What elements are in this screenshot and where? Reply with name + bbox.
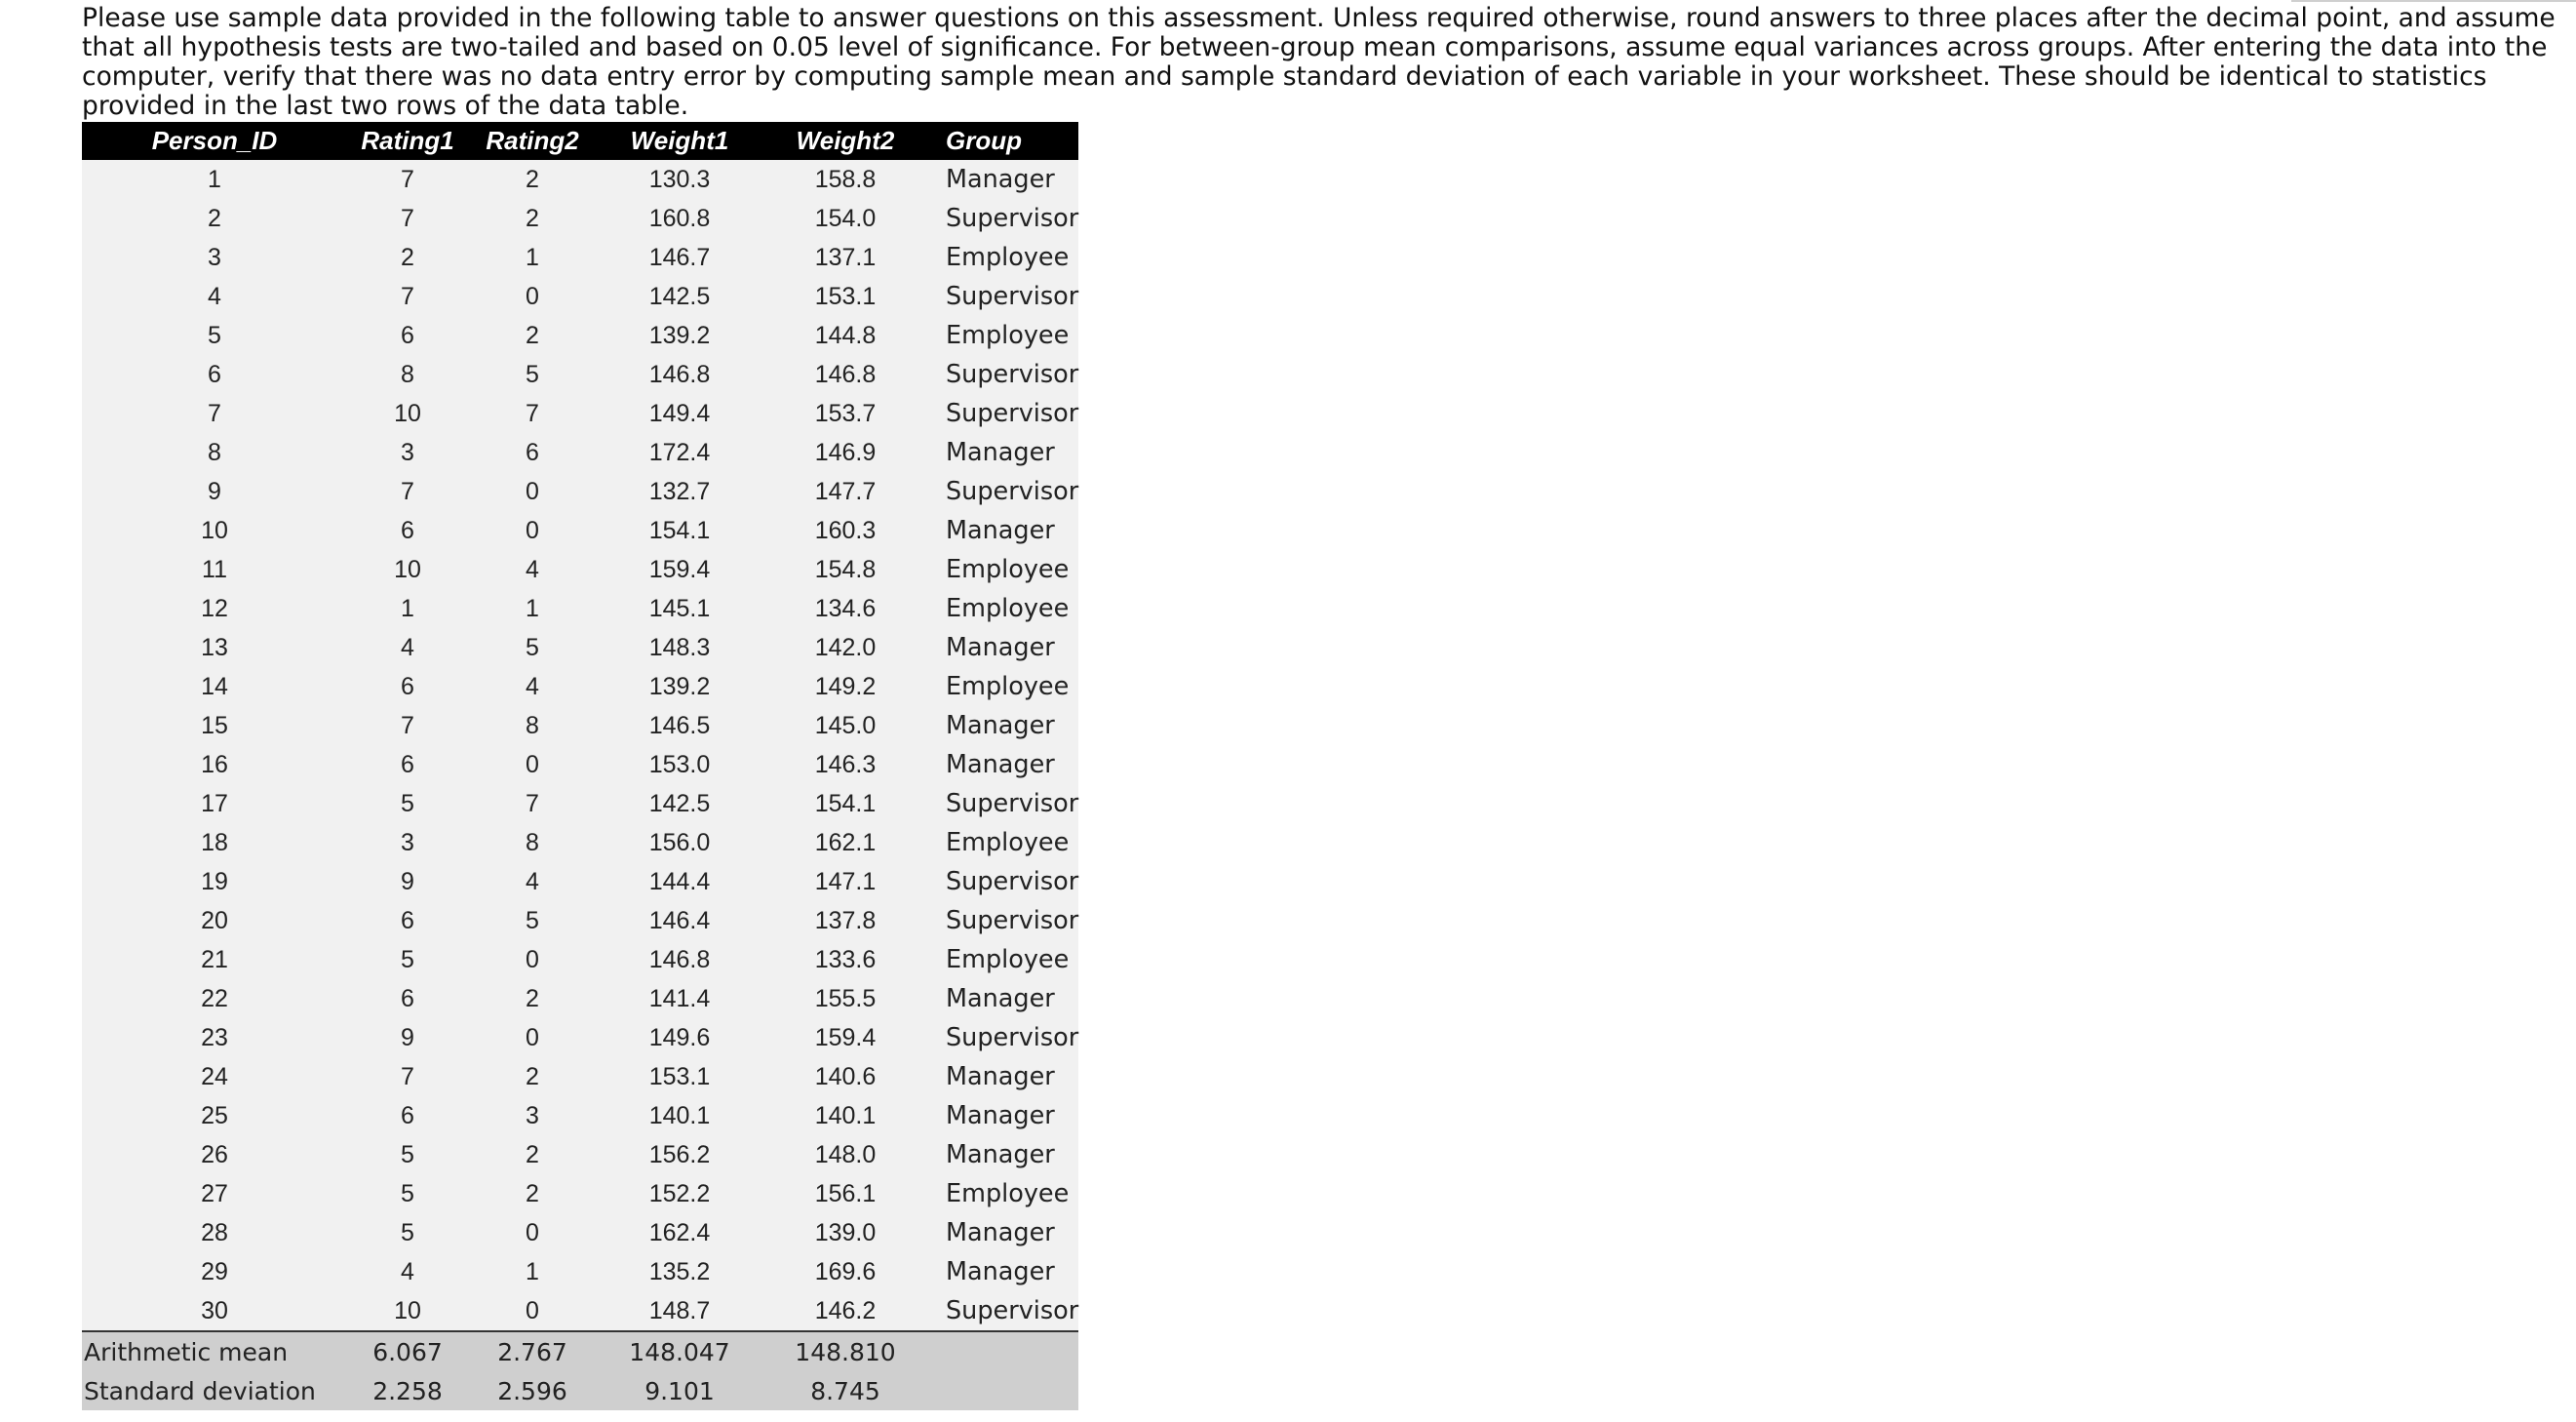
cell-person-id: 7: [82, 394, 347, 433]
cell-weight2: 133.6: [762, 940, 928, 979]
sample-data-table: [82, 122, 1078, 1410]
cell-group: Manager: [928, 979, 1078, 1018]
cell-person-id: 5: [82, 316, 347, 355]
cell-rating1: 7: [347, 472, 468, 511]
cell-rating1: 2: [347, 238, 468, 277]
cell-weight2: 146.8: [762, 355, 928, 394]
cell-group: Employee: [928, 316, 1078, 355]
cell-rating2: 2: [468, 1174, 597, 1213]
cell-rating2: 0: [468, 277, 597, 316]
cell-person-id: 28: [82, 1213, 347, 1252]
table-row: [82, 277, 1078, 316]
cell-weight1: 142.5: [597, 784, 762, 823]
table-row: [82, 238, 1078, 277]
cell-weight2: 160.3: [762, 511, 928, 550]
summary-row: [82, 1371, 1078, 1410]
table-header-row: [82, 122, 1078, 160]
cell-person-id: 26: [82, 1135, 347, 1174]
cell-person-id: 11: [82, 550, 347, 589]
cell-weight2: 134.6: [762, 589, 928, 628]
cell-rating2: 5: [468, 901, 597, 940]
cell-weight2: 153.7: [762, 394, 928, 433]
summary-label: Arithmetic mean: [82, 1331, 347, 1371]
cell-rating1: 6: [347, 667, 468, 706]
cell-rating2: 2: [468, 979, 597, 1018]
cell-weight2: 144.8: [762, 316, 928, 355]
cell-group: Supervisor: [928, 862, 1078, 901]
cell-rating1: 7: [347, 1057, 468, 1096]
cell-person-id: 13: [82, 628, 347, 667]
table-row: [82, 979, 1078, 1018]
summary-value-rating2: 2.596: [468, 1371, 597, 1410]
cell-weight2: 137.1: [762, 238, 928, 277]
cell-person-id: 15: [82, 706, 347, 745]
summary-value-rating1: 2.258: [347, 1371, 468, 1410]
cell-weight2: 154.8: [762, 550, 928, 589]
cell-rating1: 6: [347, 511, 468, 550]
cell-weight2: 158.8: [762, 160, 928, 199]
cell-group: Manager: [928, 160, 1078, 199]
cell-weight1: 144.4: [597, 862, 762, 901]
cell-weight2: 146.3: [762, 745, 928, 784]
table-row: [82, 1174, 1078, 1213]
cell-rating1: 5: [347, 784, 468, 823]
table-row: [82, 160, 1078, 199]
cell-rating1: 7: [347, 199, 468, 238]
cell-group: Supervisor: [928, 277, 1078, 316]
cell-group: Manager: [928, 511, 1078, 550]
table-row: [82, 511, 1078, 550]
cell-rating1: 5: [347, 1174, 468, 1213]
cell-weight1: 141.4: [597, 979, 762, 1018]
summary-label: Standard deviation: [82, 1371, 347, 1410]
cell-rating1: 10: [347, 550, 468, 589]
table-row: [82, 745, 1078, 784]
cell-rating2: 1: [468, 589, 597, 628]
cell-rating1: 9: [347, 862, 468, 901]
cell-weight1: 148.3: [597, 628, 762, 667]
cell-weight1: 148.7: [597, 1291, 762, 1331]
cell-rating1: 3: [347, 433, 468, 472]
table-row: [82, 1057, 1078, 1096]
table-row: [82, 1291, 1078, 1331]
cell-rating1: 5: [347, 940, 468, 979]
cell-weight2: 147.7: [762, 472, 928, 511]
cell-weight2: 159.4: [762, 1018, 928, 1057]
cell-person-id: 10: [82, 511, 347, 550]
cell-group: Manager: [928, 628, 1078, 667]
cell-person-id: 23: [82, 1018, 347, 1057]
summary-value-group: [928, 1331, 1078, 1371]
summary-value-group: [928, 1371, 1078, 1410]
cell-weight2: 139.0: [762, 1213, 928, 1252]
cell-group: Manager: [928, 1252, 1078, 1291]
cell-person-id: 30: [82, 1291, 347, 1331]
column-header-person-id: Person_ID: [82, 122, 347, 160]
table-row: [82, 199, 1078, 238]
table-body: [82, 160, 1078, 1331]
cell-weight1: 132.7: [597, 472, 762, 511]
column-header-group: Group: [928, 122, 1078, 160]
cell-weight2: 146.9: [762, 433, 928, 472]
cell-group: Supervisor: [928, 901, 1078, 940]
cell-person-id: 20: [82, 901, 347, 940]
cell-group: Supervisor: [928, 394, 1078, 433]
cell-rating1: 10: [347, 1291, 468, 1331]
cell-person-id: 8: [82, 433, 347, 472]
cell-weight1: 145.1: [597, 589, 762, 628]
cell-rating2: 2: [468, 1057, 597, 1096]
cell-person-id: 17: [82, 784, 347, 823]
cell-person-id: 24: [82, 1057, 347, 1096]
cell-person-id: 25: [82, 1096, 347, 1135]
cell-group: Manager: [928, 1135, 1078, 1174]
cell-weight1: 146.8: [597, 355, 762, 394]
cell-weight1: 146.5: [597, 706, 762, 745]
cell-rating2: 3: [468, 1096, 597, 1135]
cell-rating2: 5: [468, 628, 597, 667]
cell-rating1: 7: [347, 160, 468, 199]
cell-rating1: 6: [347, 1096, 468, 1135]
cell-person-id: 14: [82, 667, 347, 706]
table-row: [82, 667, 1078, 706]
cell-weight2: 145.0: [762, 706, 928, 745]
instructions-paragraph: Please use sample data provided in the following table to answer questions on this assessment. Unless required otherwise, round answers to three places after the decimal point, and assume that all hypothesis tests are two-tailed and based on 0.05 level of significance. For between-group mean comparisons, assume equal variances across groups. After entering the data into the computer, verify that there was no data entry error by computing sample mean and sample standard deviation of each variable in your worksheet. These should be identical to statistics provided in the last two rows of the data table.: [82, 3, 2556, 121]
cell-person-id: 22: [82, 979, 347, 1018]
column-header-rating2: Rating2: [468, 122, 597, 160]
cell-rating2: 0: [468, 1291, 597, 1331]
table-row: [82, 628, 1078, 667]
cell-group: Manager: [928, 745, 1078, 784]
cell-weight2: 153.1: [762, 277, 928, 316]
top-edge-divider: [2291, 0, 2576, 2]
cell-weight2: 154.1: [762, 784, 928, 823]
table-row: [82, 901, 1078, 940]
cell-weight1: 153.1: [597, 1057, 762, 1096]
cell-person-id: 6: [82, 355, 347, 394]
cell-weight1: 142.5: [597, 277, 762, 316]
cell-rating2: 7: [468, 394, 597, 433]
cell-weight2: 149.2: [762, 667, 928, 706]
summary-value-rating2: 2.767: [468, 1331, 597, 1371]
table-row: [82, 823, 1078, 862]
cell-rating1: 7: [347, 277, 468, 316]
summary-value-weight1: 148.047: [597, 1331, 762, 1371]
table-row: [82, 1213, 1078, 1252]
cell-rating2: 7: [468, 784, 597, 823]
cell-person-id: 27: [82, 1174, 347, 1213]
cell-rating2: 1: [468, 1252, 597, 1291]
cell-group: Manager: [928, 1213, 1078, 1252]
cell-weight2: 137.8: [762, 901, 928, 940]
cell-person-id: 3: [82, 238, 347, 277]
cell-weight1: 152.2: [597, 1174, 762, 1213]
cell-weight2: 162.1: [762, 823, 928, 862]
cell-weight1: 140.1: [597, 1096, 762, 1135]
cell-group: Supervisor: [928, 1018, 1078, 1057]
cell-rating2: 4: [468, 667, 597, 706]
table-row: [82, 940, 1078, 979]
cell-group: Employee: [928, 589, 1078, 628]
table-row: [82, 784, 1078, 823]
cell-weight1: 139.2: [597, 316, 762, 355]
cell-weight1: 162.4: [597, 1213, 762, 1252]
cell-rating1: 5: [347, 1213, 468, 1252]
cell-group: Manager: [928, 706, 1078, 745]
cell-group: Supervisor: [928, 355, 1078, 394]
cell-rating2: 0: [468, 1018, 597, 1057]
cell-rating1: 6: [347, 745, 468, 784]
summary-value-weight2: 8.745: [762, 1371, 928, 1410]
cell-rating1: 4: [347, 628, 468, 667]
column-header-weight2: Weight2: [762, 122, 928, 160]
table-row: [82, 316, 1078, 355]
cell-weight1: 130.3: [597, 160, 762, 199]
table-row: [82, 1096, 1078, 1135]
table-row: [82, 394, 1078, 433]
cell-weight1: 159.4: [597, 550, 762, 589]
cell-group: Employee: [928, 1174, 1078, 1213]
cell-weight1: 172.4: [597, 433, 762, 472]
cell-rating2: 2: [468, 1135, 597, 1174]
cell-person-id: 19: [82, 862, 347, 901]
cell-weight1: 135.2: [597, 1252, 762, 1291]
cell-rating2: 2: [468, 160, 597, 199]
cell-weight1: 156.0: [597, 823, 762, 862]
cell-rating2: 0: [468, 1213, 597, 1252]
cell-rating2: 4: [468, 862, 597, 901]
cell-weight2: 140.1: [762, 1096, 928, 1135]
column-header-rating1: Rating1: [347, 122, 468, 160]
cell-person-id: 4: [82, 277, 347, 316]
column-header-weight1: Weight1: [597, 122, 762, 160]
summary-value-rating1: 6.067: [347, 1331, 468, 1371]
cell-person-id: 29: [82, 1252, 347, 1291]
cell-rating2: 8: [468, 823, 597, 862]
cell-rating1: 4: [347, 1252, 468, 1291]
cell-group: Employee: [928, 823, 1078, 862]
cell-weight2: 142.0: [762, 628, 928, 667]
cell-group: Employee: [928, 940, 1078, 979]
summary-value-weight2: 148.810: [762, 1331, 928, 1371]
cell-weight2: 147.1: [762, 862, 928, 901]
cell-rating2: 8: [468, 706, 597, 745]
cell-rating1: 6: [347, 901, 468, 940]
cell-group: Supervisor: [928, 472, 1078, 511]
table-row: [82, 1018, 1078, 1057]
cell-weight1: 154.1: [597, 511, 762, 550]
cell-group: Employee: [928, 667, 1078, 706]
cell-person-id: 16: [82, 745, 347, 784]
cell-group: Employee: [928, 238, 1078, 277]
cell-rating1: 5: [347, 1135, 468, 1174]
cell-rating2: 0: [468, 472, 597, 511]
cell-weight1: 146.4: [597, 901, 762, 940]
cell-group: Employee: [928, 550, 1078, 589]
table-row: [82, 550, 1078, 589]
cell-group: Supervisor: [928, 199, 1078, 238]
cell-rating2: 0: [468, 511, 597, 550]
table-row: [82, 1252, 1078, 1291]
cell-group: Manager: [928, 433, 1078, 472]
cell-rating1: 10: [347, 394, 468, 433]
cell-rating2: 2: [468, 199, 597, 238]
cell-weight1: 139.2: [597, 667, 762, 706]
summary-value-weight1: 9.101: [597, 1371, 762, 1410]
cell-rating2: 0: [468, 940, 597, 979]
cell-person-id: 21: [82, 940, 347, 979]
cell-weight1: 156.2: [597, 1135, 762, 1174]
cell-weight2: 155.5: [762, 979, 928, 1018]
cell-group: Manager: [928, 1096, 1078, 1135]
cell-weight2: 140.6: [762, 1057, 928, 1096]
table-row: [82, 1135, 1078, 1174]
cell-person-id: 9: [82, 472, 347, 511]
cell-rating1: 1: [347, 589, 468, 628]
cell-weight2: 169.6: [762, 1252, 928, 1291]
cell-rating2: 5: [468, 355, 597, 394]
cell-rating1: 3: [347, 823, 468, 862]
cell-weight2: 146.2: [762, 1291, 928, 1331]
cell-person-id: 12: [82, 589, 347, 628]
cell-weight1: 160.8: [597, 199, 762, 238]
table-row: [82, 862, 1078, 901]
cell-weight2: 156.1: [762, 1174, 928, 1213]
cell-weight1: 146.7: [597, 238, 762, 277]
cell-rating2: 6: [468, 433, 597, 472]
cell-rating2: 4: [468, 550, 597, 589]
table-row: [82, 433, 1078, 472]
cell-rating2: 2: [468, 316, 597, 355]
cell-weight1: 153.0: [597, 745, 762, 784]
table-row: [82, 472, 1078, 511]
cell-rating1: 8: [347, 355, 468, 394]
cell-person-id: 18: [82, 823, 347, 862]
cell-weight1: 146.8: [597, 940, 762, 979]
cell-weight1: 149.4: [597, 394, 762, 433]
table-row: [82, 706, 1078, 745]
cell-rating1: 6: [347, 979, 468, 1018]
cell-rating1: 7: [347, 706, 468, 745]
cell-person-id: 2: [82, 199, 347, 238]
cell-rating1: 9: [347, 1018, 468, 1057]
summary-row: [82, 1331, 1078, 1371]
cell-weight1: 149.6: [597, 1018, 762, 1057]
table-row: [82, 589, 1078, 628]
cell-rating2: 0: [468, 745, 597, 784]
cell-weight2: 154.0: [762, 199, 928, 238]
table-summary: [82, 1331, 1078, 1410]
table-row: [82, 355, 1078, 394]
cell-person-id: 1: [82, 160, 347, 199]
cell-rating1: 6: [347, 316, 468, 355]
cell-group: Supervisor: [928, 784, 1078, 823]
cell-group: Supervisor: [928, 1291, 1078, 1331]
cell-rating2: 1: [468, 238, 597, 277]
cell-weight2: 148.0: [762, 1135, 928, 1174]
cell-group: Manager: [928, 1057, 1078, 1096]
